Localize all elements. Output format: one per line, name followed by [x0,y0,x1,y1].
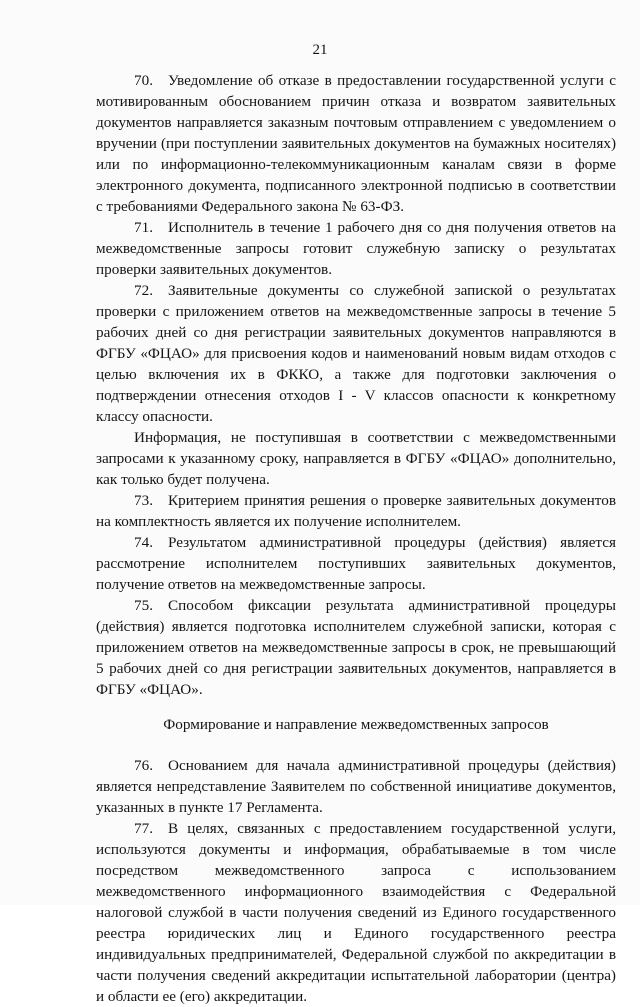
paragraph-number: 76. [134,757,153,774]
paragraph-number: 77. [134,820,153,837]
paragraph-73 [96,490,616,532]
paragraph-number: 73. [134,492,153,509]
paragraph-text: Результатом административной процедуры (действия) является рассмотрение исполнителем поступивших заявительных документов, получение ответов на межведомственные запросы. [96,534,616,593]
paragraph-text: Информация, не поступившая в соответствии с межведомственными запросами к указанному сроку, направляется в ФГБУ «ФЦАО» дополнительно, как только будет получена. [96,429,616,488]
paragraph-76 [96,755,616,818]
paragraph-74 [96,532,616,595]
paragraph-number: 72. [134,282,153,299]
document-body [96,70,616,1007]
paragraph-text: Основанием для начала административной процедуры (действия) является непредставление Заявителем по собственной инициативе документов, указанных в пункте 17 Регламента. [96,757,616,816]
paragraph-72 [96,280,616,427]
paragraph-text: Уведомление об отказе в предоставлении государственной услуги с мотивированным обоснованием причин отказа и возвратом заявительных документов направляется заказным почтовым отправлением с уведомлением о вручении (при поступлении заявительных документов на бумажных носителях) или по информационно-телекоммуникационным каналам связи в форме электронного документа, подписанного электронной подписью в соответствии с требованиями Федерального закона № 63-ФЗ. [96,72,616,215]
paragraph-text: Заявительные документы со служебной запиской о результатах проверки с приложением ответов на межведомственные запросы в течение 5 рабочих дней со дня регистрации заявительных документов направляются в ФГБУ «ФЦАО» для присвоения кодов и наименований новым видам отходов с целью включения их в ФККО, а также для подготовки заключения о подтверждении отнесения отходов I - V классов опасности к конкретному классу опасности. [96,282,616,425]
paragraph-text: Исполнитель в течение 1 рабочего дня со дня получения ответов на межведомственные запросы готовит служебную записку о результатах проверки заявительных документов. [96,219,616,278]
paragraph-71 [96,217,616,280]
paragraph-text: В целях, связанных с предоставлением государственной услуги, используются документы и информация, обрабатываемые в том числе посредством межведомственного запроса с использованием межведомственного информационного взаимодействия с Федеральной налоговой службой в части получения сведений из Единого государственного реестра юридических лиц и Единого государственного реестра индивидуальных предпринимателей, Федеральной службой по аккредитации в части получения сведений аккредитации испытательной лаборатории (центра) и области ее (его) аккредитации. [96,820,616,1005]
section-heading: Формирование и направление межведомственных запросов [163,716,549,733]
paragraph-number: 75. [134,597,153,614]
paragraph-70 [96,70,616,217]
paragraph-number: 70. [134,72,153,89]
paragraph-77 [96,818,616,1007]
paragraph-text: Критерием принятия решения о проверке заявительных документов на комплектность является их получение исполнителем. [96,492,616,530]
paragraph-text: Способом фиксации результата административной процедуры (действия) является подготовка исполнителем служебной записки, которая с приложением ответов на межведомственные запросы в срок, не превышающий 5 рабочих дней со дня регистрации заявительных документов, направляется в ФГБУ «ФЦАО». [96,597,616,698]
paragraph-continuation [96,427,616,490]
paragraph-number: 74. [134,534,153,551]
paragraph-75 [96,595,616,700]
paragraph-number: 71. [134,219,153,236]
page-number: 21 [312,42,328,58]
